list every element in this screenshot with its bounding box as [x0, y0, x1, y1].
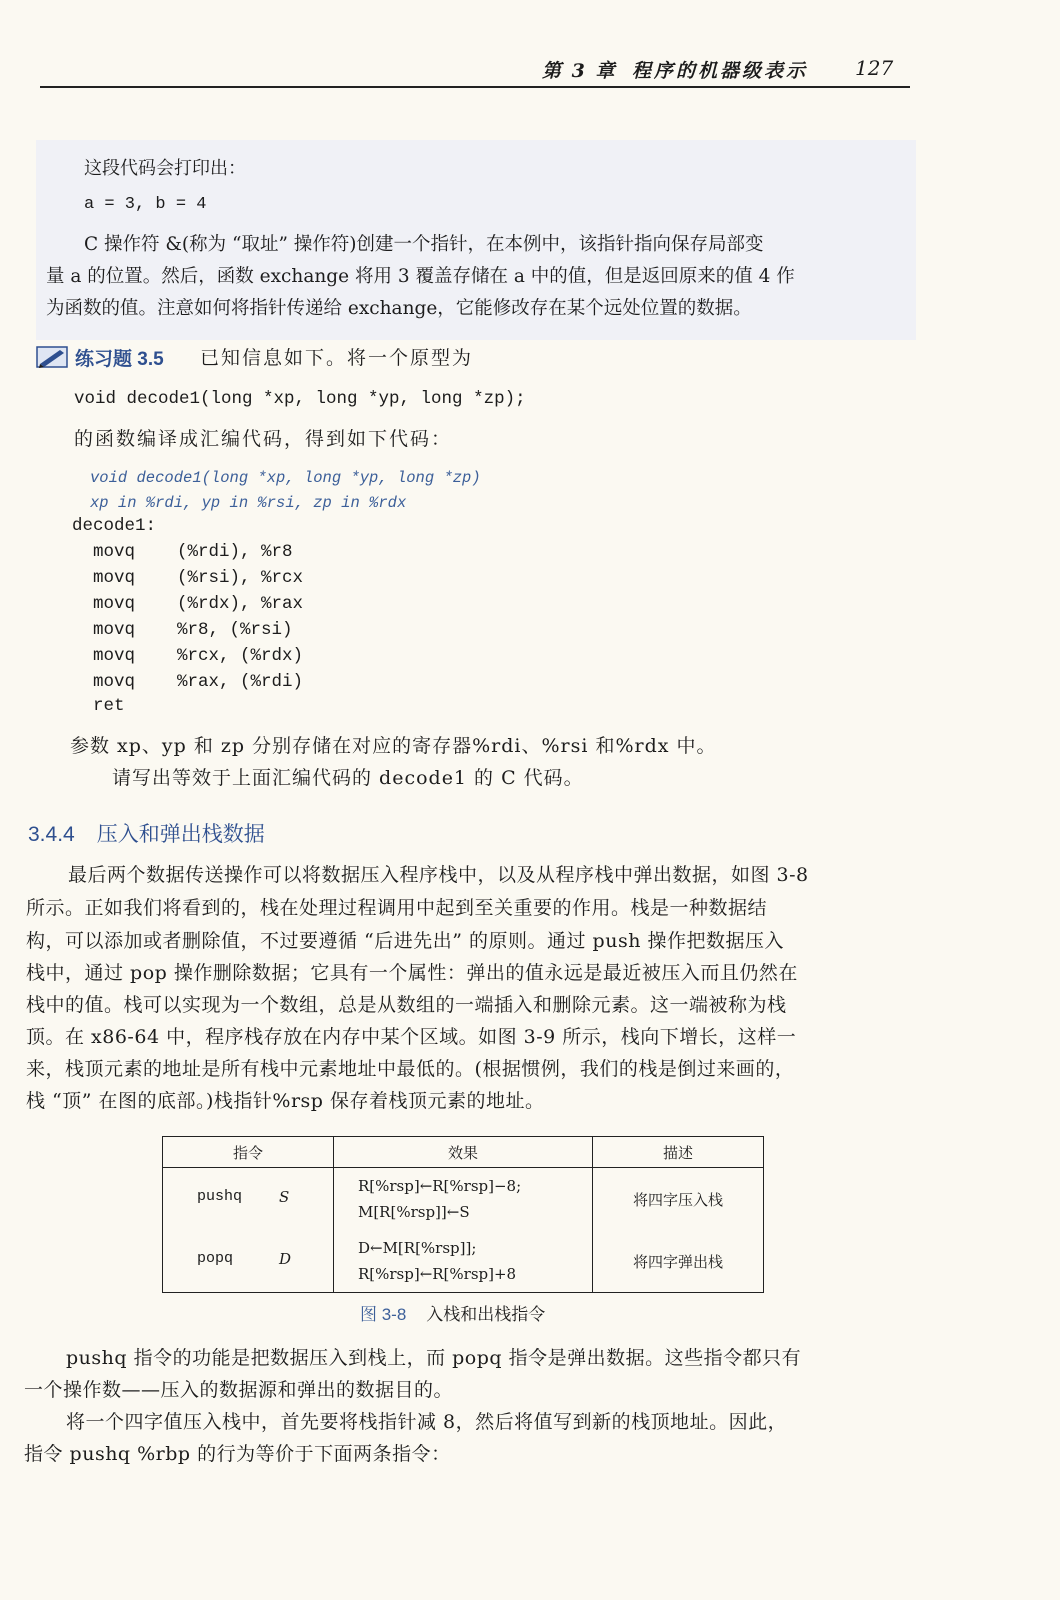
- asm-line: movq %rax, (%rdi): [72, 672, 304, 692]
- section-paragraph-line: 所示。正如我们将看到的，栈在处理过程调用中起到至关重要的作用。栈是一种数据结: [26, 897, 768, 919]
- exercise-params-note: 参数 xp、yp 和 zp 分别存储在对应的寄存器%rdi、%rsi 和%rdx 中。: [70, 735, 717, 757]
- closing-line: pushq 指令的功能是把数据压入到栈上，而 popq 指令是弹出数据。这些指令都只有: [66, 1347, 802, 1369]
- page-number: 127: [855, 56, 894, 80]
- exercise-label: 练习题 3.5: [75, 349, 164, 370]
- section-paragraph-line: 构，可以添加或者删除值，不过要遵循 “后进先出” 的原则。通过 push 操作把数据压入: [26, 930, 784, 952]
- effect-line: R[%rsp]←R[%rsp]−8;: [357, 1177, 522, 1195]
- table-row: [163, 1168, 764, 1231]
- asm-line: movq (%rdi), %r8: [72, 542, 293, 562]
- instruction-cell: [163, 1168, 334, 1231]
- description-cell: 将四字压入栈: [632, 1190, 723, 1209]
- exercise-intro: 已知信息如下。将一个原型为: [200, 347, 474, 369]
- table-header-effect: 效果: [333, 1137, 592, 1168]
- instruction-cell: [163, 1230, 334, 1293]
- exercise-task: 请写出等效于上面汇编代码的 decode1 的 C 代码。: [112, 767, 584, 789]
- table-row: [163, 1230, 764, 1293]
- section-number: 3.4.4: [28, 823, 75, 846]
- effect-cell: [333, 1168, 592, 1231]
- asm-line: movq %rcx, (%rdx): [72, 646, 304, 666]
- closing-line: 指令 pushq %rbp 的行为等价于下面两条指令：: [24, 1443, 451, 1465]
- asm-line: movq (%rdx), %rax: [72, 594, 304, 614]
- description-cell: 将四字弹出栈: [632, 1252, 723, 1271]
- effect-cell: [333, 1230, 592, 1293]
- asm-comment-1: void decode1(long *xp, long *yp, long *zp): [90, 469, 481, 487]
- section-paragraph-line: 最后两个数据传送操作可以将数据压入程序栈中，以及从程序栈中弹出数据，如图 3-8: [68, 864, 809, 886]
- exercise-prototype: void decode1(long *xp, long *yp, long *zp);: [74, 389, 526, 409]
- instruction-mnemonic: popq: [197, 1250, 234, 1267]
- closing-line: 一个操作数——压入的数据源和弹出的数据目的。: [24, 1379, 454, 1401]
- running-header-title: 程序的机器级表示: [632, 60, 809, 82]
- asm-line: movq %r8, (%rsi): [72, 620, 293, 640]
- effect-line: R[%rsp]←R[%rsp]+8: [357, 1265, 517, 1283]
- section-paragraph-line: 栈中，通过 pop 操作删除数据；它具有一个属性：弹出的值永远是最近被压入而且仍然在: [26, 962, 798, 984]
- exercise-pencil-icon: [36, 344, 68, 370]
- instruction-operand: D: [279, 1250, 292, 1268]
- running-header-chapter: 第 3 章: [542, 60, 617, 82]
- table-header-row: [163, 1137, 764, 1168]
- push-pop-instruction-table: [162, 1136, 764, 1293]
- closing-line: 将一个四字值压入栈中，首先要将栈指针减 8，然后将值写到新的栈顶地址。因此，: [66, 1411, 788, 1433]
- section-title: 压入和弹出栈数据: [96, 823, 265, 846]
- asm-comment-2: xp in %rdi, yp in %rsi, zp in %rdx: [90, 494, 407, 512]
- figure-caption-text: 入栈和出栈指令: [426, 1305, 546, 1325]
- asm-line: decode1:: [72, 516, 157, 536]
- figure-caption: [360, 1300, 545, 1325]
- asm-line: movq (%rsi), %rcx: [72, 568, 304, 588]
- example-output-line: a = 3, b = 4: [84, 195, 207, 214]
- table-header-instruction: 指令: [163, 1137, 334, 1168]
- example-paragraph-line-2: 量 a 的位置。然后，函数 exchange 将用 3 覆盖存储在 a 中的值，但是返回原来的值 4 作: [46, 266, 795, 287]
- figure-label: 图 3-8: [360, 1305, 407, 1324]
- section-paragraph-line: 顶。在 x86-64 中，程序栈存放在内存中某个区域。如图 3-9 所示，栈向下增长，这样一: [26, 1026, 797, 1048]
- asm-line: ret: [72, 696, 125, 716]
- header-rule: [40, 86, 910, 88]
- example-paragraph-line-1: C 操作符 &(称为 “取址” 操作符)创建一个指针，在本例中，该指针指向保存局部变: [84, 234, 764, 255]
- example-prints-intro: 这段代码会打印出：: [84, 158, 246, 179]
- section-heading: [28, 818, 265, 848]
- section-paragraph-line: 栈 “顶” 在图的底部。)栈指针%rsp 保存着栈顶元素的地址。: [26, 1090, 545, 1112]
- section-paragraph-line: 来，栈顶元素的地址是所有栈中元素地址中最低的。(根据惯例，我们的栈是倒过来画的，: [26, 1058, 795, 1080]
- instruction-operand: S: [279, 1188, 290, 1206]
- effect-line: M[R[%rsp]]←S: [357, 1203, 470, 1221]
- example-paragraph-line-3: 为函数的值。注意如何将指针传递给 exchange，它能修改存在某个远处位置的数据。: [46, 298, 752, 319]
- section-paragraph-line: 栈中的值。栈可以实现为一个数组，总是从数组的一端插入和删除元素。这一端被称为栈: [26, 994, 787, 1016]
- effect-line: D←M[R[%rsp]];: [357, 1239, 477, 1257]
- instruction-mnemonic: pushq: [197, 1188, 243, 1205]
- table-header-description: 描述: [593, 1137, 764, 1168]
- exercise-compiled-intro: 的函数编译成汇编代码，得到如下代码：: [74, 428, 453, 450]
